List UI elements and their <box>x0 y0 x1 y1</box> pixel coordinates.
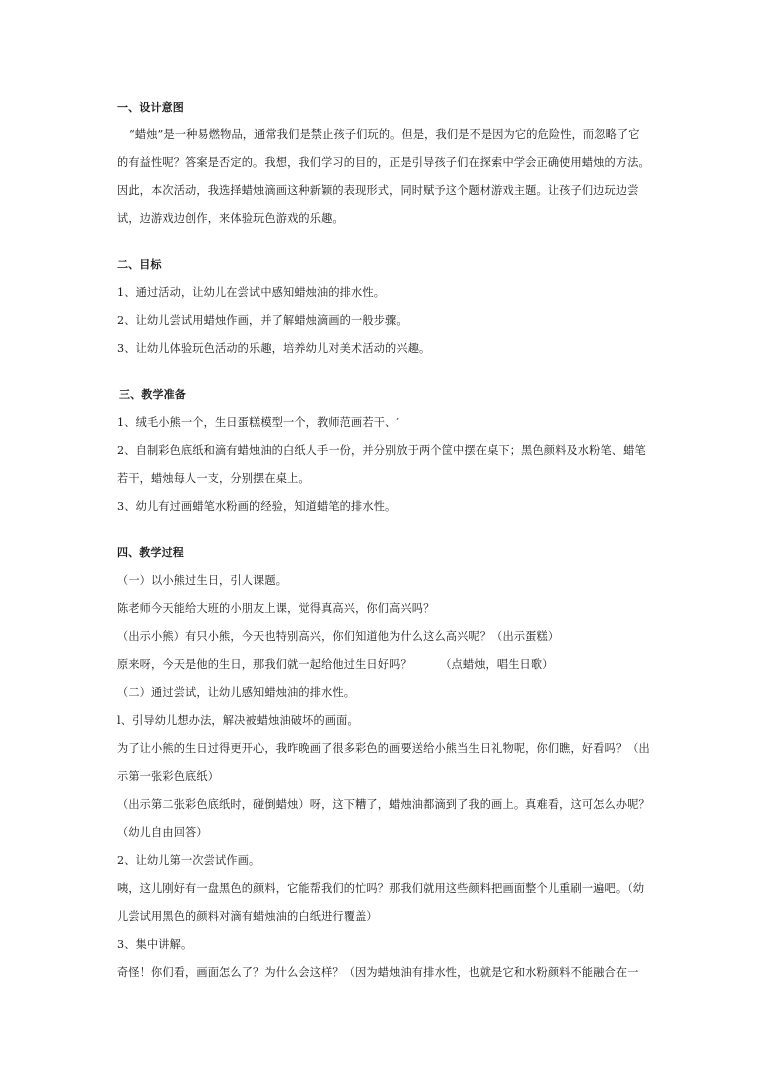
paragraph-line: 为了让小熊的生日过得更开心，我昨晚画了很多彩色的画要送给小熊当生日礼物呢，你们瞧，好看吗？（出 <box>117 742 650 755</box>
section-heading-process: 四、教学过程 <box>117 546 184 559</box>
paragraph-line: （一）以小熊过生日，引人课题。 <box>117 574 288 587</box>
list-item: 2、让幼儿尝试用蜡烛作画，并了解蜡烛滴画的一般步骤。 <box>117 314 408 327</box>
paragraph-line: 儿尝试用黑色的颜料对滴有蜡烛油的白纸进行覆盖） <box>117 910 378 923</box>
paragraph-line: 2、让幼儿第一次尝试作画。 <box>117 854 261 867</box>
list-item: 2、自制彩色底纸和滴有蜡烛油的白纸人手一份，并分别放于两个筐中摆在桌下；黑色颜料及水粉笔、蜡笔 <box>117 444 646 457</box>
paragraph-line: l、引导幼儿想办法，解决被蜡烛油破坏的画面。 <box>117 714 359 727</box>
paragraph-line: （出示第二张彩色底纸时，碰倒蜡烛）呀，这下糟了，蜡烛油都滴到了我的画上。真难看，这可怎么办呢？ <box>117 798 650 811</box>
list-item: 1、通过活动，让幼儿在尝试中感知蜡烛油的排水性。 <box>117 286 386 299</box>
section-heading-design-intent: 一、设计意图 <box>117 101 184 114</box>
paragraph-line: 原来呀，今天是他的生日，那我们就一起给他过生日好吗？ （点蜡烛，唱生日歌） <box>117 658 554 671</box>
list-item: 3、幼儿有过画蜡笔水粉画的经验，知道蜡笔的排水性。 <box>117 500 397 513</box>
paragraph-line: “蜡烛”是一种易燃物品，通常我们是禁止孩子们玩的。但是，我们是不是因为它的危险性，而忽略了它 <box>129 128 640 141</box>
paragraph-line: （二）通过尝试，让幼儿感知蜡烛油的排水性。 <box>117 686 356 699</box>
section-heading-preparation: 三、教学准备 <box>119 388 186 401</box>
paragraph-line: 示第一张彩色底纸） <box>117 770 220 783</box>
paragraph-line: 陈老师今天能给大班的小朋友上课，觉得真高兴，你们高兴吗？ <box>117 602 435 615</box>
list-item: 1、绒毛小熊一个，生日蛋糕模型一个，教师范画若干、′ <box>117 416 400 429</box>
paragraph-line: 咦，这儿刚好有一盘黑色的颜料，它能帮我们的忙吗？那我们就用这些颜料把画面整个儿重刷一遍吧。（幼 <box>117 882 645 895</box>
paragraph-line: 奇怪！你们看，画面怎么了？为什么会这样？（因为蜡烛油有排水性，也就是它和水粉颜料不能融合在一 <box>117 966 639 979</box>
paragraph-line: 3、集中讲解。 <box>117 938 193 951</box>
paragraph-line: （出示小熊）有只小熊，今天也特别高兴，你们知道他为什么这么高兴呢？（出示蛋糕） <box>117 630 560 643</box>
section-heading-goals: 二、目标 <box>117 258 162 271</box>
paragraph-line: 的有益性呢？答案是否定的。我想，我们学习的目的，正是引导孩子们在探索中学会正确使用蜡烛的方法。 <box>117 156 650 169</box>
paragraph-line: 试，边游戏边创作，来体验玩色游戏的乐趣。 <box>117 212 344 225</box>
paragraph-line: 若干，蜡烛每人一支，分别摆在桌上。 <box>117 472 310 485</box>
list-item: 3、让幼儿体验玩色活动的乐趣，培养幼儿对美术活动的兴趣。 <box>117 342 431 355</box>
paragraph-line: 因此，本次活动，我选择蜡烛滴画这种新颖的表现形式，同时赋予这个题材游戏主题。让孩子们边玩边尝 <box>117 184 639 197</box>
paragraph-line: （幼儿自由回答） <box>117 826 208 839</box>
